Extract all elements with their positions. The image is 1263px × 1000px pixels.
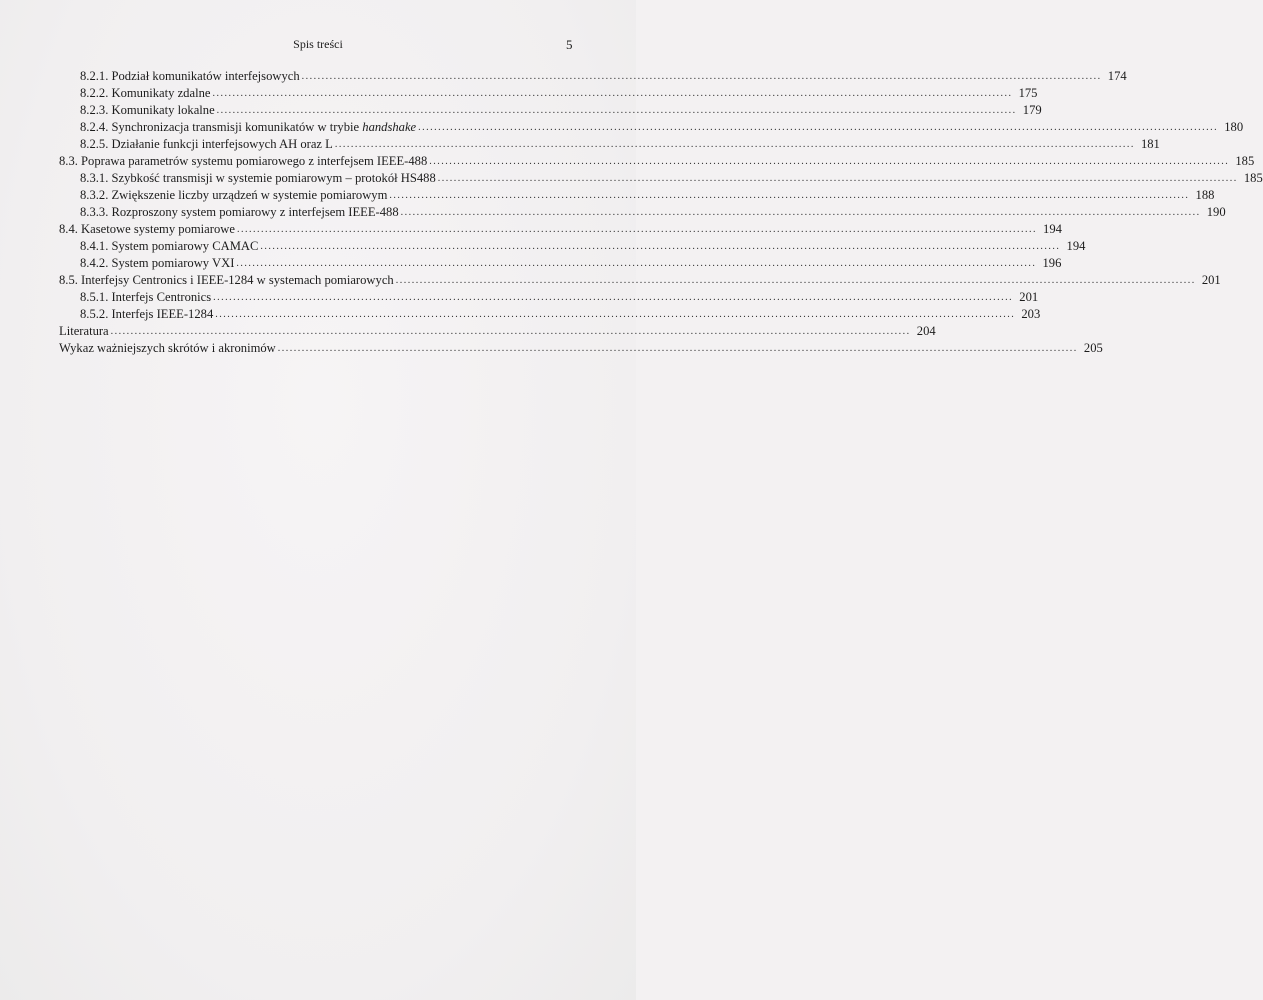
dot-leader: ........................................................................................................................................................................................................ [236,224,1037,235]
toc-entry-label: Wykaz ważniejszych skrótów i akronimów [59,341,276,355]
toc-entry [59,339,1103,356]
page-header [0,37,636,55]
toc-entry-label: 8.4. Kasetowe systemy pomiarowe [59,222,235,236]
toc-entry [59,271,1221,288]
toc-entry-page: 175 [1018,86,1038,100]
toc-entry [80,203,1226,220]
dot-leader: ........................................................................................................................................................................................................ [437,173,1238,184]
dot-leader: ........................................................................................................................................................................................................ [429,156,1230,167]
toc-entry [80,305,1041,322]
toc-entry-label: 8.4.1. System pomiarowy CAMAC [80,239,259,253]
toc-entry [59,220,1062,237]
dot-leader: ........................................................................................................................................................................................................ [215,309,1016,320]
dot-leader: ........................................................................................................................................................................................................ [260,241,1061,252]
toc-entry-page: 181 [1140,137,1160,151]
toc-entry [59,152,1255,169]
dot-leader: ........................................................................................................................................................................................................ [277,343,1078,354]
toc-entry-label: 8.2.1. Podział komunikatów interfejsowych [80,69,300,83]
toc-entry-label: 8.2.5. Działanie funkcji interfejsowych AH oraz L [80,137,333,151]
toc-entry [80,288,1039,305]
toc-entry-page: 201 [1201,273,1221,287]
toc-entry-page: 180 [1224,120,1244,134]
toc-entry [80,118,1244,135]
toc-entry [80,237,1086,254]
toc-entry-page: 205 [1083,341,1103,355]
dot-leader: ........................................................................................................................................................................................................ [216,105,1017,116]
toc-entry-label: 8.3.1. Szybkość transmisji w systemie pomiarowym – protokół HS488 [80,171,436,185]
toc-entry [80,254,1062,271]
dot-leader: ........................................................................................................................................................................................................ [334,139,1135,150]
toc-entry-page: 196 [1042,256,1062,270]
toc-entry-label: 8.5. Interfejsy Centronics i IEEE-1284 w systemach pomiarowych [59,273,394,287]
toc-entry-label: 8.2.2. Komunikaty zdalne [80,86,211,100]
toc-entry [80,169,1263,186]
toc-entry-page: 174 [1107,69,1127,83]
toc-entry-label: 8.3.3. Rozproszony system pomiarowy z interfejsem IEEE-488 [80,205,399,219]
toc-entry [80,101,1042,118]
toc-entry-page: 194 [1043,222,1062,236]
toc-entry [80,67,1127,84]
dot-leader: ........................................................................................................................................................................................................ [400,207,1201,218]
dot-leader: ........................................................................................................................................................................................................ [418,122,1219,133]
toc-entry-page: 179 [1022,103,1042,117]
dot-leader: ........................................................................................................................................................................................................ [236,258,1037,269]
toc-entry-label: 8.3.2. Zwiększenie liczby urządzeń w systemie pomiarowym [80,188,388,202]
toc-entry-label: 8.2.3. Komunikaty lokalne [80,103,215,117]
dot-leader: ........................................................................................................................................................................................................ [110,326,911,337]
toc-entry [80,135,1160,152]
page-number: 5 [566,37,573,52]
toc-entry-label: 8.2.4. Synchronizacja transmisji komunikatów w trybie handshake [80,120,417,134]
running-title: Spis treści [293,37,343,51]
toc-entry-label: 8.3. Poprawa parametrów systemu pomiarowego z interfejsem IEEE-488 [59,154,428,168]
toc-entry-label: 8.5.2. Interfejs IEEE-1284 [80,307,214,321]
toc-entry-page: 203 [1021,307,1041,321]
dot-leader: ........................................................................................................................................................................................................ [301,71,1102,82]
toc-entry-label: Literatura [59,324,109,338]
dot-leader: ........................................................................................................................................................................................................ [395,275,1196,286]
toc-entry-label: 8.5.1. Interfejs Centronics [80,290,212,304]
dot-leader: ........................................................................................................................................................................................................ [213,292,1014,303]
toc-entry-label: 8.4.2. System pomiarowy VXI [80,256,235,270]
toc-entry [80,84,1038,101]
toc-entry-page: 194 [1066,239,1086,253]
toc-entry-page: 185 [1235,154,1255,168]
toc-entry-page: 204 [916,324,936,338]
toc-entry [59,322,936,339]
dot-leader: ........................................................................................................................................................................................................ [212,88,1013,99]
toc-entry-page: 201 [1019,290,1039,304]
dot-leader: ........................................................................................................................................................................................................ [389,190,1190,201]
toc-entry [80,186,1215,203]
toc-entry-page: 185 [1243,171,1263,185]
toc-entry-page: 190 [1206,205,1226,219]
toc-entry-page: 188 [1195,188,1215,202]
